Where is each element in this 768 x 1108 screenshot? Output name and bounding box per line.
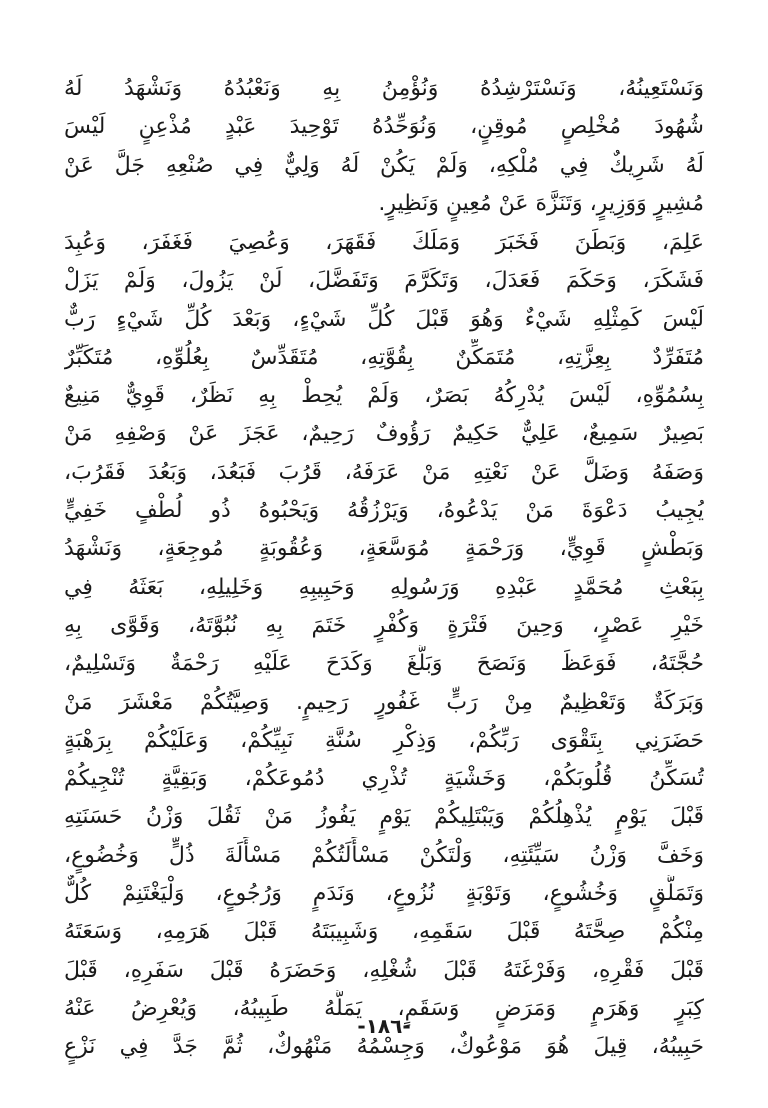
text-line: كِبَرٍ وَهَرَمٍ وَمَرَضٍ وَسَقَمٍ، يَمَلُّهُ طَبِيبُهُ، وَيُعْرِضُ عَنْهُ xyxy=(64,995,704,1021)
text-line: لَيْسَ كَمِثْلِهِ شَيْءٌ وَهُوَ قَبْلَ كُلِّ شَيْءٍ، وَبَعْدَ كُلِّ شَيْءٍ رَبٌّ xyxy=(64,306,704,332)
text-line: بَصِيرٌ سَمِيعٌ، عَلِيٌّ حَكِيمٌ رَؤُوفٌ رَحِيمٌ، عَجَزَ عَنْ وَصْفِهِ مَنْ xyxy=(64,421,704,447)
text-line: بِسُمُوِّهِ، لَيْسَ يُدْرِكُهُ بَصَرٌ، وَلَمْ يُحِطْ بِهِ نَظَرٌ، قَوِيٌّ مَنِيعٌ xyxy=(64,383,704,409)
text-line: حُجَّتَهُ، فَوَعَظَ وَنَصَحَ وَبَلَّغَ وَكَدَحَ عَلَيْهِ رَحْمَةٌ وَتَسْلِيمٌ، xyxy=(64,651,704,677)
text-line: قَبْلَ فَقْرِهِ، وَفَرْغَتَهُ قَبْلَ شُغْلِهِ، وَحَضَرَهُ قَبْلَ سَفَرِهِ، قَبْلَ xyxy=(64,957,704,983)
text-line: مُشِيرٍ وَوَزِيرٍ، وَتَنَزَّهَ عَنْ مُعِينٍ وَنَظِيرٍ. xyxy=(378,191,704,217)
text-line: شُهُودَ مُخْلِصٍ مُوقِنٍ، وَنُوَحِّدُهُ تَوْحِيدَ عَبْدٍ مُذْعِنٍ لَيْسَ xyxy=(64,114,704,140)
text-line: عَلِمَ، وَبَطَنَ فَخَبَرَ وَمَلَكَ فَقَهَرَ، وَعُصِيَ فَغَفَرَ، وَعُبِدَ xyxy=(64,230,704,255)
text-line: قَبْلَ يَوْمٍ يُذْهِلُكُمْ وَيَبْتَلِيكُمْ يَوْمٍ يَفُوزُ مَنْ ثَقُلَ وَزْنُ حَسَنَتِهِ xyxy=(64,804,704,830)
text-line: مُتَفَرِّدٌ بِعِزَّتِهِ، مُتَمَكِّنٌ بِقُوَّتِهِ، مُتَقَدِّسٌ بِعُلُوِّهِ، مُتَكَبِّرٌ xyxy=(64,344,704,370)
text-line: مِنْكُمْ صِحَّتَهُ قَبْلَ سَقَمِهِ، وَشَبِيبَتَهُ قَبْلَ هَرَمِهِ، وَسَعَتَهُ xyxy=(64,919,704,945)
text-line: وَبَرَكَةٌ وَتَعْظِيمٌ مِنْ رَبٍّ غَفُورٍ رَحِيمٍ. وَصِيَّتُكُمْ مَعْشَرَ مَنْ xyxy=(64,689,704,715)
text-line: وَبَطْشٍ قَوِيٍّ، وَرَحْمَةٍ مُوَسَّعَةٍ، وَعُقُوبَةٍ مُوجِعَةٍ، وَنَشْهَدُ xyxy=(64,536,704,562)
text-line: خَيْرِ عَصْرٍ، وَحِينَ فَتْرَةٍ وَكُفْرٍ خَتَمَ بِهِ نُبُوَّتَهُ، وَقَوَّى بِهِ xyxy=(64,612,704,638)
text-line: يُجِيبُ دَعْوَةَ مَنْ يَدْعُوهُ، وَيَرْزُقُهُ وَيَحْبُوهُ ذُو لُطْفٍ خَفِيٍّ xyxy=(64,498,704,524)
paragraph-1 xyxy=(64,70,704,224)
text-line: وَتَمَلُّقٍ وَخُشُوعٍ، وَتَوْبَةٍ نُزُوعٍ، وَنَدَمٍ وَرُجُوعٍ، وَلْيَغْتَنِمْ كُلٌّ xyxy=(64,881,704,907)
paragraph-2 xyxy=(64,224,704,1067)
text-line: لَهُ شَرِيكٌ فِي مُلْكِهِ، وَلَمْ يَكُنْ لَهُ وَلِيٌّ فِي صُنْعِهِ جَلَّ عَنْ xyxy=(64,152,704,178)
text-line: وَنَسْتَعِينُهُ، وَنَسْتَرْشِدُهُ وَنُؤْمِنُ بِهِ وَنَعْبُدُهُ وَنَشْهَدُ لَهُ xyxy=(64,76,704,101)
text-line: وَخَفَّ وَزْنُ سَيِّئَتِهِ، وَلْتَكُنْ مَسْأَلَتُكُمْ مَسْأَلَةَ ذُلٍّ وَخُضُوعٍ، xyxy=(64,842,704,868)
text-line: حَبِيبُهُ، قِيلَ هُوَ مَوْعُوكٌ، وَجِسْمُهُ مَنْهُوكٌ، ثُمَّ جَدَّ فِي نَزْعٍ xyxy=(64,1034,704,1060)
text-line: وَصَفَهُ وَضَلَّ عَنْ نَعْتِهِ مَنْ عَرَفَهُ، قَرُبَ فَبَعُدَ، وَبَعُدَ فَقَرُبَ، xyxy=(64,459,704,485)
page-number: -١٨٦- xyxy=(357,1014,411,1038)
text-line: فَشَكَرَ، وَحَكَمَ فَعَدَلَ، وَتَكَرَّمَ وَتَفَضَّلَ، لَنْ يَزُولَ، وَلَمْ يَزَلْ xyxy=(64,268,704,294)
text-line: تُسَكِّنُ قُلُوبَكُمْ، وَخَشْيَةٍ تُذْرِي دُمُوعَكُمْ، وَبَقِيَّةٍ تُنْجِيكُمْ xyxy=(64,766,704,792)
text-line: حَضَرَنِي بِتَقْوَى رَبِّكُمْ، وَذِكْرِ سُنَّةِ نَبِيِّكُمْ، وَعَلَيْكُمْ بِرَهْبَةٍ xyxy=(64,727,704,753)
text-line: بِبَعْثِ مُحَمَّدٍ عَبْدِهِ وَرَسُولِهِ وَحَبِيبِهِ وَخَلِيلِهِ، بَعَثَهُ فِي xyxy=(64,574,704,600)
